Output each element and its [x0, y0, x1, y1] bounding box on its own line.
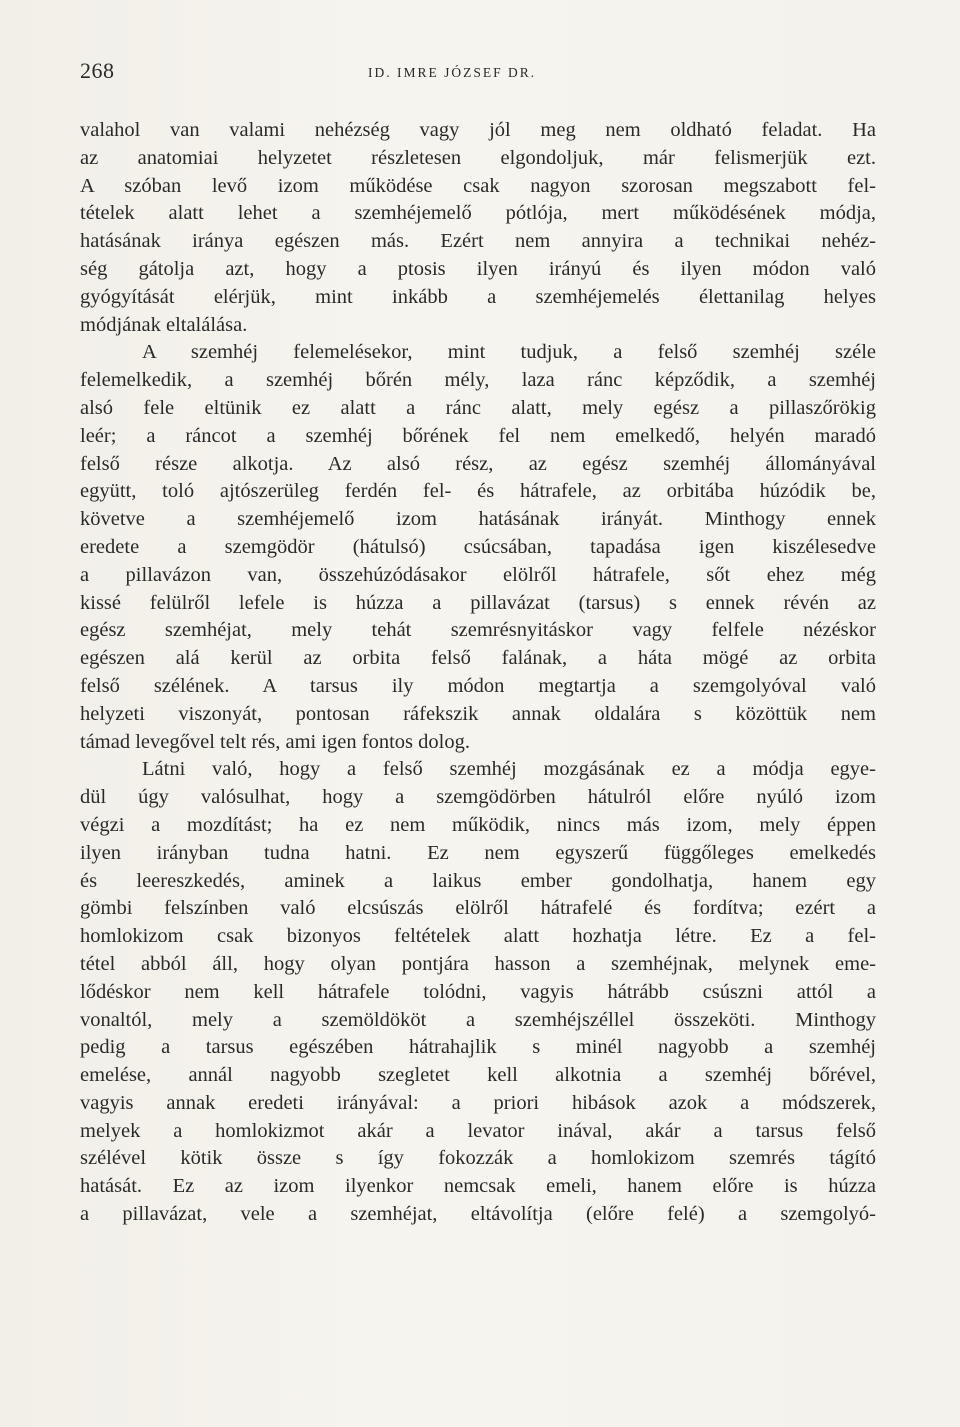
- text-line: pedig a tarsus egészében hátrahajlik s minél nagyobb a szemhéj: [80, 1036, 876, 1059]
- text-line: módjának eltalálása.: [80, 313, 248, 336]
- text-line: homlokizom csak bizonyos feltételek alatt hozhatja létre. Ez a fel-: [80, 925, 876, 948]
- text-line: melyek a homlokizmot akár a levator inával, akár a tarsus felső: [80, 1119, 876, 1142]
- text-line: tétel abból áll, hogy olyan pontjára hasson a szemhéjnak, melynek eme-: [80, 952, 876, 975]
- text-line: ség gátolja azt, hogy a ptosis ilyen irányú és ilyen módon való: [80, 257, 876, 280]
- text-line: szélével kötik össze s így fokozzák a homlokizom szemrés tágító: [80, 1147, 876, 1170]
- text-line: vagyis annak eredeti irányával: a priori hibások azok a módszerek,: [80, 1091, 876, 1114]
- page-header: [80, 58, 880, 88]
- text-line: egészen alá kerül az orbita felső falának, a háta mögé az orbita: [80, 647, 876, 670]
- text-line: alsó fele eltünik ez alatt a ránc alatt, mely egész a pillaszőrökig: [80, 396, 876, 419]
- text-line: kissé felülről lefele is húzza a pillavázat (tarsus) s ennek révén az: [80, 591, 876, 614]
- text-line: együtt, toló ajtószerüleg ferdén fel- és hátrafele, az orbitába húzódik be,: [80, 480, 876, 503]
- running-head: ID. IMRE JÓZSEF DR.: [368, 65, 537, 80]
- text-line: leér; a ráncot a szemhéj bőrének fel nem emelkedő, helyén maradó: [80, 424, 876, 447]
- text-line: a pillavázat, vele a szemhéjat, eltávolítja (előre felé) a szemgolyó-: [80, 1203, 876, 1226]
- text-line: ilyen irányban tudna hatni. Ez nem egyszerű függőleges emelkedés: [80, 841, 876, 864]
- text-line: végzi a mozdítást; ha ez nem működik, nincs más izom, mely éppen: [80, 813, 876, 836]
- text-line: hatásának iránya egészen más. Ezért nem annyira a technikai nehéz-: [80, 230, 876, 253]
- text-line: a pillavázon van, összehúzódásakor elölről hátrafele, sőt ehez még: [80, 563, 876, 586]
- text-line: tételek alatt lehet a szemhéjemelő pótlója, mert működésének módja,: [80, 202, 876, 225]
- page-number: 268: [80, 58, 115, 83]
- text-line: felemelkedik, a szemhéj bőrén mély, laza ránc képződik, a szemhéj: [80, 369, 876, 392]
- text-line: lődéskor nem kell hátrafele tolódni, vagyis hátrább csúszni attól a: [80, 980, 876, 1003]
- text-line: követve a szemhéjemelő izom hatásának irányát. Minthogy ennek: [80, 508, 876, 531]
- text-line: helyzeti viszonyát, pontosan ráfekszik annak oldalára s közöttük nem: [80, 702, 876, 725]
- paragraph-start-line: Látni való, hogy a felső szemhéj mozgásának ez a módja egye-: [142, 758, 876, 781]
- text-line: és leereszkedés, aminek a laikus ember gondolhatja, hanem egy: [80, 869, 876, 892]
- text-line: hatását. Ez az izom ilyenkor nemcsak emeli, hanem előre is húzza: [80, 1175, 876, 1198]
- text-line: emelése, annál nagyobb szegletet kell alkotnia a szemhéj bőrével,: [80, 1064, 876, 1087]
- body-text: [80, 117, 876, 1229]
- text-line: támad levegővel telt rés, ami igen fontos dolog.: [80, 730, 470, 753]
- text-line: dül úgy valósulhat, hogy a szemgödörben hátulról előre nyúló izom: [80, 786, 876, 809]
- text-line: az anatomiai helyzetet részletesen elgondoljuk, már felismerjük ezt.: [80, 146, 876, 169]
- paragraph-start-line: A szemhéj felemelésekor, mint tudjuk, a felső szemhéj széle: [142, 341, 876, 364]
- text-line: felső szélének. A tarsus ily módon megtartja a szemgolyóval való: [80, 674, 876, 697]
- text-line: A szóban levő izom működése csak nagyon szorosan megszabott fel-: [80, 174, 876, 197]
- text-line: gyógyítását elérjük, mint inkább a szemhéjemelés élettanilag helyes: [80, 285, 876, 308]
- text-line: egész szemhéjat, mely tehát szemrésnyitáskor vagy felfele nézéskor: [80, 619, 876, 642]
- text-line: eredete a szemgödör (hátulsó) csúcsában, tapadása igen kiszélesedve: [80, 535, 876, 558]
- text-line: gömbi felszínben való elcsúszás elölről hátrafelé és fordítva; ezért a: [80, 897, 876, 920]
- text-line: felső része alkotja. Az alsó rész, az egész szemhéj állományával: [80, 452, 876, 475]
- text-line: vonaltól, mely a szemöldököt a szemhéjszéllel összeköti. Minthogy: [80, 1008, 876, 1031]
- text-line: valahol van valami nehézség vagy jól meg nem oldható feladat. Ha: [80, 119, 876, 141]
